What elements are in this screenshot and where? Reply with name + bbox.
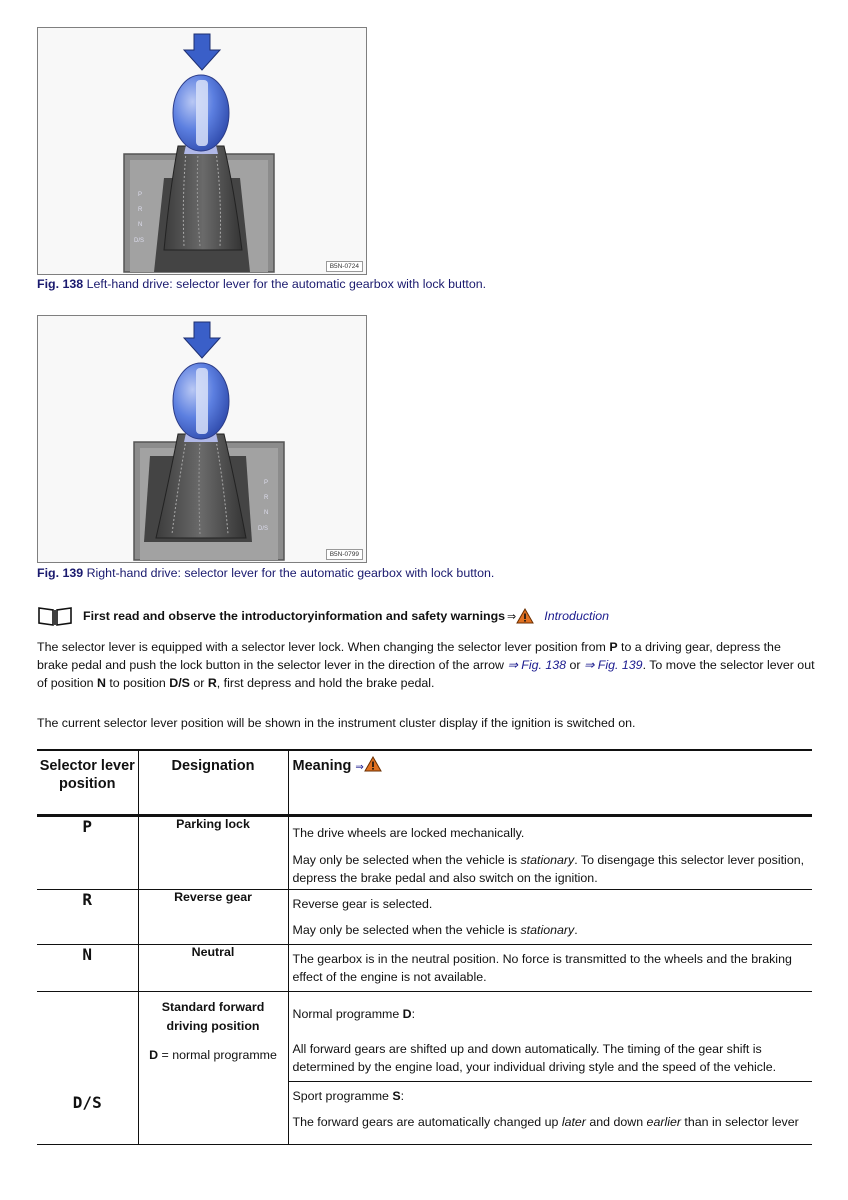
selector-positions-table <box>37 749 812 1145</box>
meaning-line: Normal programme D: <box>292 1006 416 1021</box>
meaning-line: May only be selected when the vehicle is stationary. To disengage this selector lever position, depress the brake pedal and also switch on the ignition. <box>292 852 805 885</box>
introduction-link[interactable]: Introduction <box>544 609 610 623</box>
table-row <box>37 815 812 889</box>
gear-cell <box>37 991 138 1144</box>
meaning-line: The forward gears are automatically changed up later and down earlier than in selector lever <box>292 1114 799 1129</box>
lever-lock-paragraph <box>37 638 815 692</box>
meaning-cell <box>288 991 812 1144</box>
para-text: , first depress and hold the brake pedal. <box>216 676 435 690</box>
gear-cell <box>37 889 138 944</box>
selector-lever-rhd-illustration <box>38 316 367 563</box>
meaning-line: The gearbox is in the neutral position. No force is transmitted to the wheels and the braking effect of the engine is not available. <box>292 951 792 984</box>
header-position: Selector lever position <box>37 750 138 815</box>
caption-label: Fig. 139 <box>37 566 84 580</box>
gate-label-p: P <box>264 480 269 486</box>
meaning-line: Reverse gear is selected. <box>292 896 433 911</box>
meaning-cell <box>288 944 812 991</box>
para-text: to a driving gear, depress the brake pedal and push the lock button in the selector lever in the direction of the arrow <box>37 640 781 672</box>
figure-138-caption <box>37 277 486 291</box>
normal-programme-block <box>289 992 813 1082</box>
designation-sub: D = normal programme <box>149 1047 277 1062</box>
meaning-line: The drive wheels are locked mechanically. <box>292 825 525 840</box>
gate-label-ds: D/S <box>258 526 269 532</box>
caption-text: Left-hand drive: selector lever for the automatic gearbox with lock button. <box>86 277 487 291</box>
gate-label-r: R <box>264 495 269 501</box>
table-row <box>37 944 812 991</box>
header-arrow: ⇒ <box>355 762 364 773</box>
selector-lever-lhd-illustration <box>38 28 367 275</box>
header-meaning-label: Meaning <box>292 758 352 774</box>
designation: Neutral <box>191 944 235 959</box>
gear-symbol: P <box>82 816 93 836</box>
book-icon <box>37 606 73 626</box>
meaning-cell <box>288 815 812 889</box>
figure-code: B5N-0724 <box>326 261 363 272</box>
gate-label-p: P <box>138 192 143 198</box>
warning-icon <box>516 608 534 624</box>
caption-label: Fig. 138 <box>37 277 84 291</box>
gear-symbol: D/S <box>72 1093 102 1112</box>
figure-138-image <box>37 27 367 275</box>
meaning-cell <box>288 889 812 944</box>
para-text: . To move the selector lever out of position <box>37 658 815 690</box>
figure-139-image <box>37 315 367 563</box>
caption-text: Right-hand drive: selector lever for the automatic gearbox with lock button. <box>86 566 495 580</box>
designation: Reverse gear <box>174 889 252 904</box>
designation: Standard forward driving position <box>161 999 265 1033</box>
para-text: or <box>189 676 208 690</box>
fig-139-link[interactable]: ⇒ Fig. 139 <box>583 658 643 672</box>
warning-icon <box>364 756 382 772</box>
intro-notice <box>37 605 609 627</box>
para-text: The selector lever is equipped with a selector lever lock. When changing the selector lever position from <box>37 640 610 654</box>
para-bold: N <box>96 676 106 690</box>
para-bold: R <box>207 676 217 690</box>
table-row <box>37 991 812 1144</box>
header-designation: Designation <box>138 750 288 815</box>
figure-code: B5N-0799 <box>326 549 363 560</box>
para-text: to position <box>105 676 170 690</box>
para-text: or <box>566 658 584 672</box>
fig-138-link[interactable]: ⇒ Fig. 138 <box>507 658 567 672</box>
para-bold: D/S <box>169 676 190 690</box>
gear-symbol: R <box>82 889 93 909</box>
meaning-line: All forward gears are shifted up and down automatically. The timing of the gear shift is determined by the engine load, your individual driving style and the speed of the vehicle. <box>292 1041 777 1074</box>
gear-cell <box>37 944 138 991</box>
table-header-row <box>37 750 812 815</box>
gate-label-r: R <box>138 207 143 213</box>
intro-arrow: ⇒ <box>507 610 517 623</box>
gate-label-n: N <box>264 510 269 516</box>
sport-programme-block <box>289 1082 813 1131</box>
designation-cell <box>138 991 288 1144</box>
gate-label-n: N <box>138 222 143 228</box>
gate-label-ds: D/S <box>134 238 145 244</box>
header-meaning <box>288 750 812 815</box>
para-bold: P <box>609 640 618 654</box>
meaning-line: May only be selected when the vehicle is stationary. <box>292 922 578 937</box>
meaning-line: Sport programme S: <box>292 1088 405 1103</box>
intro-text: First read and observe the introductoryinformation and safety warnings <box>83 609 506 623</box>
gear-symbol: N <box>82 944 93 964</box>
display-paragraph: The current selector lever position will be shown in the instrument cluster display if the ignition is switched on. <box>37 716 636 730</box>
designation: Parking lock <box>176 816 250 831</box>
designation-cell <box>138 944 288 991</box>
gear-cell <box>37 815 138 889</box>
designation-cell <box>138 815 288 889</box>
designation-cell <box>138 889 288 944</box>
table-row <box>37 889 812 944</box>
figure-139-caption <box>37 566 494 580</box>
